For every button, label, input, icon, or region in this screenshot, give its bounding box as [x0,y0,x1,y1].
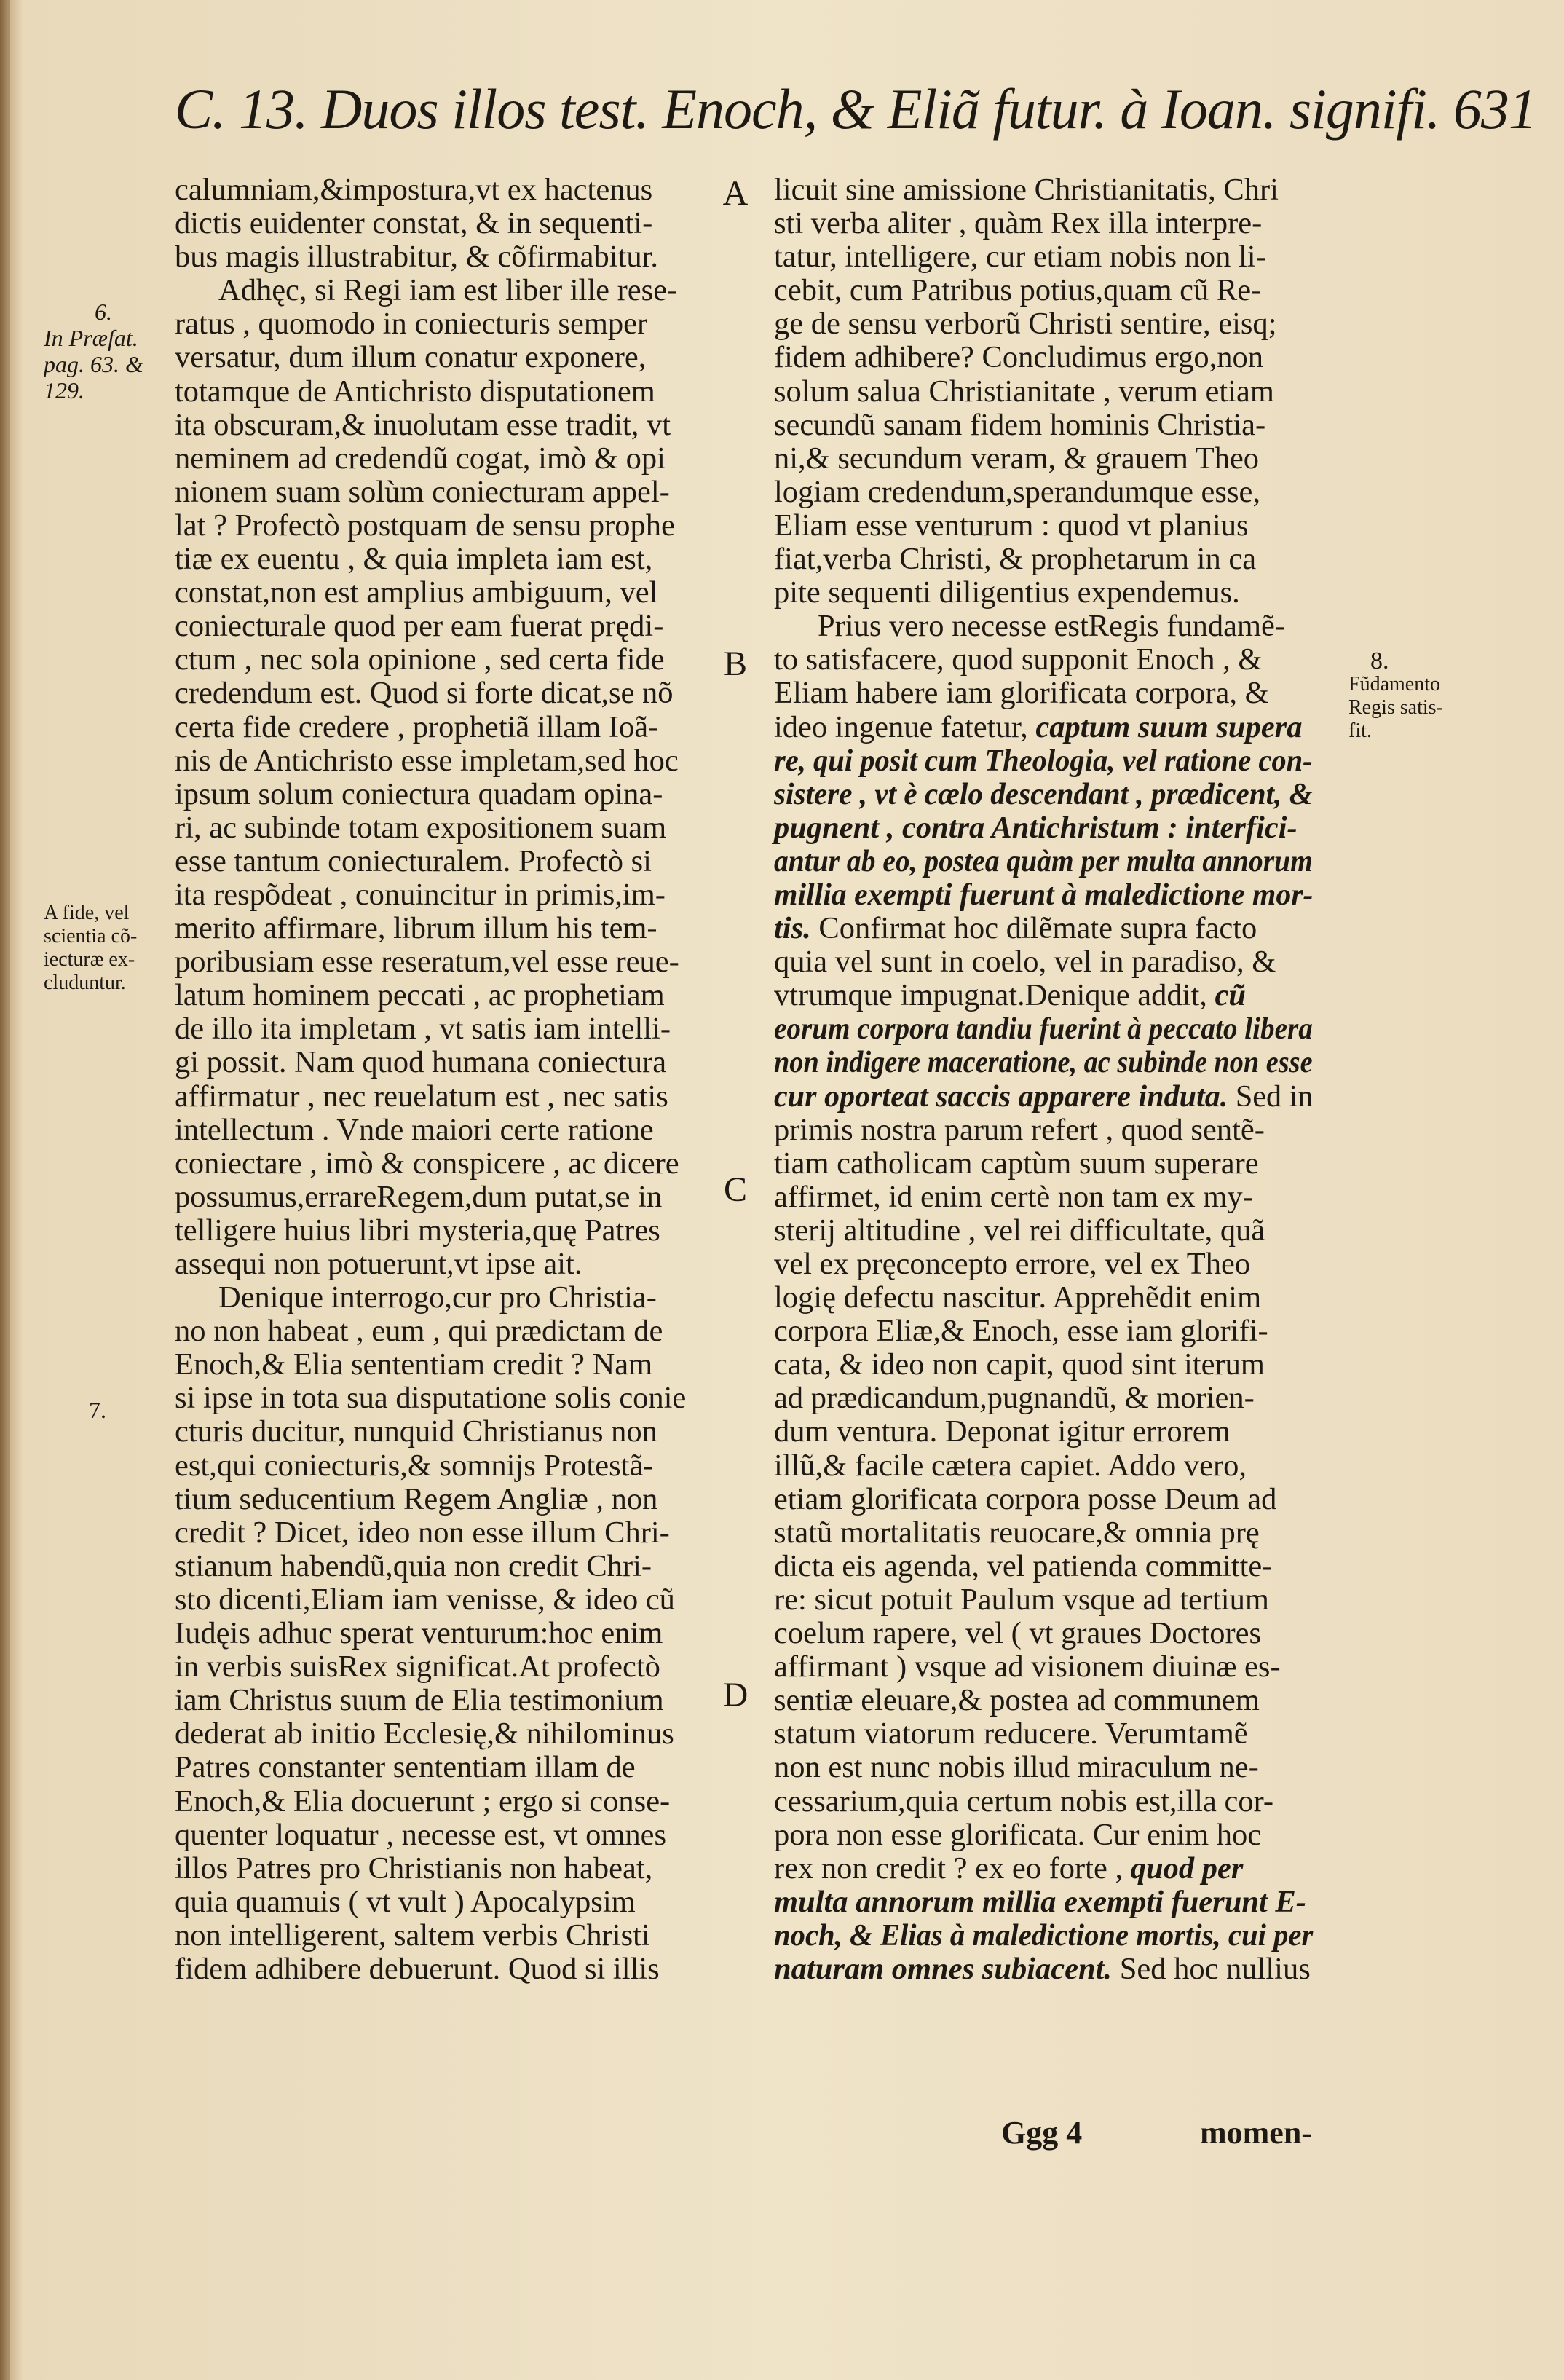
text-line: constat,non est amplius ambiguum, vel [175,575,658,610]
text-line: nionem suam solùm coniecturam appel- [175,474,670,509]
text-line: vtrumque impugnat.Denique addit, cũ [774,978,1247,1013]
text-line: calumniam,&impostura,vt ex hactenus [175,173,653,207]
margin-note-7 [89,1397,106,1423]
text-line: corpora Eliæ,& Enoch, esse iam glorifi- [774,1314,1268,1349]
text-line: merito affirmare, librum illum his tem- [175,911,657,946]
text-line: tis. Confirmat hoc dilẽmate supra facto [774,911,1257,946]
margin-note-line: pag. 63. & [44,351,143,377]
margin-note-line: 129. [44,377,84,403]
text-line: solum salua Christianitate , verum etiam [774,374,1274,409]
text-line: fiat,verba Christi, & prophetarum in ca [774,542,1257,577]
text-line: intellectum . Vnde maiori certe ratione [175,1112,654,1147]
margin-note-line: iecturæ ex- [44,948,135,971]
text-line: antur ab eo, postea quàm per multa annorum [774,843,1313,878]
text-line: quia quamuis ( vt vult ) Apocalypsim [175,1884,636,1919]
text-line: assequi non potuerunt,vt ipse ait. [175,1247,582,1281]
text-line: de illo ita impletam , vt satis iam intelli- [175,1012,671,1047]
text-line: licuit sine amissione Christianitatis, Chri [774,173,1279,207]
text-line: ad prædicandum,pugnandũ, & morien- [774,1381,1255,1416]
text-line: secundũ sanam fidem hominis Christia- [774,407,1266,442]
text-line: eorum corpora tandiu fuerint à peccato libera [774,1012,1313,1047]
text-line: cebit, cum Patribus potius,quam cũ Re- [774,273,1262,308]
text-line: tatur, intelligere, cur etiam nobis non li- [774,240,1266,275]
text-line: versatur, dum illum conatur exponere, [175,340,647,375]
text-line: fidem adhibere? Concludimus ergo,non [774,340,1263,375]
text-line: ideo ingenue fatetur, captum suum supera [774,709,1303,744]
text-line: etiam glorificata corpora posse Deum ad [774,1481,1277,1516]
margin-note-line: scientia cõ- [44,925,138,947]
text-line: pite sequenti diligentius expendemus. [774,575,1240,610]
text-line: ita obscuram,& inuolutam esse tradit, vt [175,407,671,442]
section-letter-d: D [722,1676,749,1714]
text-line: coelum rapere, vel ( vt graues Doctores [774,1616,1262,1651]
section-letter-c: C [723,1170,747,1209]
text-line: Eliam habere iam glorificata corpora, & [774,676,1269,711]
text-line: in verbis suisRex significat.At profectò [175,1650,660,1684]
left-text-column [175,173,714,1986]
text-line: tium seducentium Regem Angliæ , non [175,1481,658,1516]
text-line: totamque de Antichristo disputationem [175,374,655,409]
text-line: Eliam esse venturum : quod vt planius [774,508,1249,543]
text-line: logię defectu nascitur. Apprehẽdit enim [774,1280,1262,1315]
text-line: illũ,& facile cætera capiet. Addo vero, [774,1448,1247,1483]
page-gutter-shadow [0,0,10,2380]
text-line: non est nunc nobis illud miraculum ne- [774,1750,1259,1785]
text-line: possumus,errareRegem,dum putat,se in [175,1179,663,1214]
text-line: dicta eis agenda, vel patienda committe- [774,1548,1273,1583]
signature-mark: Ggg 4 [1001,2115,1083,2151]
text-line: naturam omnes subiacent. Sed hoc nullius [774,1951,1311,1986]
text-line: vel ex pręconcepto errore, vel ex Theo [774,1247,1251,1281]
text-line: primis nostra parum refert , quod sentẽ- [774,1112,1265,1147]
text-line: lat ? Profectò postquam de sensu prophe [175,508,675,543]
text-line: Enoch,& Elia docuerunt ; ergo si conse- [175,1784,671,1819]
margin-note-line: Regis satis- [1348,696,1443,719]
text-line: coniectare , imò & conspicere , ac dicere [175,1146,679,1181]
text-line: illos Patres pro Christianis non habeat, [175,1851,653,1886]
text-line: millia exempti fuerunt à maledictione mor- [774,877,1314,912]
catchword: momen- [1200,2115,1312,2151]
text-line: no non habeat , eum , qui prædictam de [175,1314,663,1349]
text-line: esse tantum coniecturalem. Profectò si [175,843,652,878]
text-line: affirmet, id enim certè non tam ex my- [774,1179,1253,1214]
text-line: neminem ad credendũ cogat, imò & opi [175,441,666,476]
text-line: certa fide credere , prophetiã illam Ioã- [175,709,659,744]
margin-note-8 [1348,647,1443,743]
text-line: est,qui coniecturis,& somnijs Protestã- [175,1448,654,1483]
text-line: ipsum solum coniectura quadam opina- [175,776,663,811]
text-line: tiam catholicam captùm suum superare [774,1146,1259,1181]
text-line: ita respõdeat , conuincitur in primis,im- [175,877,666,912]
text-line: nis de Antichristo esse impletam,sed hoc [175,743,679,778]
text-line: credit ? Dicet, ideo non esse illum Chri- [175,1515,670,1550]
text-line: ratus , quomodo in coniecturis semper [175,307,648,342]
text-line: quia vel sunt in coelo, vel in paradiso, & [774,945,1276,980]
text-line: affirmant ) vsque ad visionem diuinæ es- [774,1650,1281,1684]
text-line: Patres constanter sententiam illam de [175,1750,636,1785]
text-line: Enoch,& Elia sententiam credit ? Nam [175,1347,653,1382]
margin-note-line: 7. [89,1397,106,1423]
text-line: Denique interrogo,cur pro Christia- [218,1280,657,1315]
text-line: coniecturale quod per eam fuerat prędi- [175,609,664,644]
running-title: C. 13. Duos illos test. Enoch, & Eliã futur. à Ioan. signifi. 631 [175,77,1536,141]
text-line: ge de sensu verborũ Christi sentire, eisq; [774,307,1277,342]
text-line: credendum est. Quod si forte dicat,se nõ [175,676,674,711]
text-line: Iudęis adhuc sperat venturum:hoc enim [175,1616,663,1651]
text-line: logiam credendum,sperandumque esse, [774,474,1260,509]
section-letter-a: A [722,174,749,213]
text-line: gi possit. Nam quod humana coniectura [175,1045,667,1080]
text-line: multa annorum millia exempti fuerunt E- [774,1884,1306,1919]
text-line: bus magis illustrabitur, & cõfirmabitur. [175,240,659,275]
text-line: pugnent , contra Antichristum : interfici- [774,810,1298,845]
text-line: telligere huius libri mysteria,quę Patres [175,1213,660,1248]
text-line: rex non credit ? ex eo forte , quod per [774,1851,1244,1886]
text-line: cessarium,quia certum nobis est,illa cor- [774,1784,1274,1819]
text-line: re, qui posit cum Theologia, vel ratione con- [774,743,1313,778]
text-line: Adhęc, si Regi iam est liber ille rese- [218,273,678,308]
margin-note-fide [44,902,137,995]
text-line: re: sicut potuit Paulum vsque ad tertium [774,1582,1269,1617]
margin-note-line: A fide, vel [44,902,130,924]
text-line: to satisfacere, quod supponit Enoch , & [774,642,1263,677]
text-line: stianum habendũ,quia non credit Chri- [175,1548,652,1583]
text-line: sterij altitudine , vel rei difficultate, quã [774,1213,1265,1248]
text-line: non intelligerent, saltem verbis Christi [175,1918,650,1953]
text-line: dederat ab initio Ecclesię,& nihilominus [175,1717,674,1751]
text-line: quenter loquatur , necesse est, vt omnes [175,1817,667,1852]
text-line: noch, & Elias à maledictione mortis, cui per [774,1918,1314,1953]
text-line: poribusiam esse reseratum,vel esse reue- [175,945,679,980]
text-line: Prius vero necesse estRegis fundamẽ- [818,609,1286,644]
text-line: ni,& secundum veram, & grauem Theo [774,441,1260,476]
text-line: statum viatorum reducere. Verumtamẽ [774,1717,1248,1751]
text-line: cata, & ideo non capit, quod sint iterum [774,1347,1265,1382]
section-letter-b: B [723,645,747,683]
text-line: sti verba aliter , quàm Rex illa interpre- [774,206,1263,241]
text-line: si ipse in tota sua disputatione solis conie [175,1381,687,1416]
text-line: latum hominem peccati , ac prophetiam [175,978,665,1013]
text-line: cturis ducitur, nunquid Christianus non [175,1414,657,1449]
margin-note-6 [44,299,143,403]
text-line: affirmatur , nec reuelatum est , nec satis [175,1079,668,1114]
margin-note-line: 8. [1370,647,1389,674]
text-line: dictis euidenter constat, & in sequenti- [175,206,653,241]
text-line: sto dicenti,Eliam iam venisse, & ideo cũ [175,1582,675,1617]
margin-note-line: cluduntur. [44,972,126,994]
margin-note-line: Fũdamento [1348,673,1440,696]
text-line: ctum , nec sola opinione , sed certa fide [175,642,665,677]
text-line: fidem adhibere debuerunt. Quod si illis [175,1951,660,1986]
text-line: tiæ ex euentu , & quia impleta iam est, [175,542,653,577]
text-line: statũ mortalitatis reuocare,& omnia prę [774,1515,1260,1550]
margin-note-line: In Præfat. [44,325,138,351]
margin-note-line: 6. [95,299,112,325]
text-line: ri, ac subinde totam expositionem suam [175,810,667,845]
margin-note-line: fit. [1348,720,1372,742]
text-line: iam Christus suum de Elia testimonium [175,1683,664,1718]
text-line: sentiæ eleuare,& postea ad communem [774,1683,1260,1718]
right-text-column [774,173,1313,1986]
text-line: non indigere maceratione, ac subinde non esse [774,1045,1313,1080]
text-line: pora non esse glorificata. Cur enim hoc [774,1817,1262,1852]
text-line: sistere , vt è cælo descendant , prædicent, & [774,776,1313,811]
text-line: dum ventura. Deponat igitur errorem [774,1414,1231,1449]
text-line: cur oporteat saccis apparere induta. Sed in [774,1079,1314,1114]
